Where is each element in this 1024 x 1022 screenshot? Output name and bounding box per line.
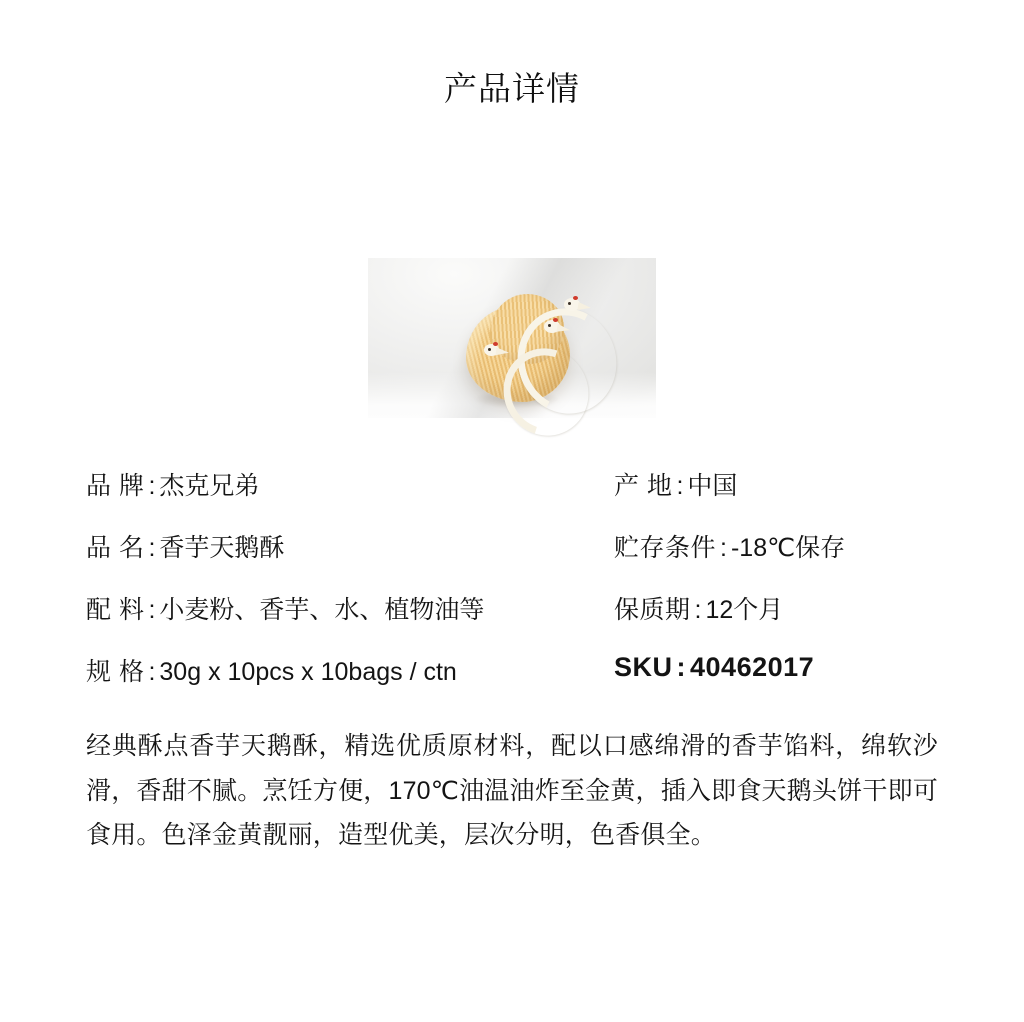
spec-value-brand: 杰克兄弟	[159, 472, 260, 500]
spec-row-brand	[86, 466, 606, 502]
spec-colon: :	[148, 658, 156, 686]
spec-label-specification: 规 格	[86, 658, 145, 686]
spec-label-storage: 贮存条件	[614, 534, 717, 562]
spec-row-specification	[86, 652, 606, 688]
spec-label-ingredients: 配 料	[86, 596, 145, 624]
swan-eye-middle	[548, 324, 551, 327]
spec-row-shelf-life	[606, 590, 938, 626]
spec-value-shelf-life: 12个月	[705, 596, 784, 624]
product-description: 经典酥点香芋天鹅酥，精选优质原材料，配以口感绵滑的香芋馅料，绵软沙滑，香甜不腻。烹饪方便，170℃油温油炸至金黄，插入即食天鹅头饼干即可食用。色泽金黄靓丽，造型优美，层次分明，色香俱全。	[86, 732, 938, 849]
page-title: 产品详情	[444, 70, 580, 107]
swan-eye-upper	[568, 302, 571, 305]
spec-colon: :	[676, 652, 687, 682]
swan-pastry-illustration	[460, 290, 578, 408]
swan-red-dot-middle	[553, 318, 558, 322]
spec-colon: :	[148, 596, 156, 624]
spec-value-product-name: 香芋天鹅酥	[159, 534, 285, 562]
spec-row-origin	[606, 466, 938, 502]
spec-table	[0, 466, 1024, 688]
spec-colon: :	[720, 534, 727, 562]
spec-label-sku: SKU	[614, 652, 673, 682]
swan-eye-lower	[488, 348, 491, 351]
product-image-section	[0, 150, 1024, 418]
product-photo	[368, 150, 656, 418]
spec-value-specification: 30g x 10pcs x 10bags / ctn	[159, 658, 457, 686]
spec-colon: :	[694, 596, 702, 624]
swan-beak-upper	[578, 302, 592, 312]
spec-value-sku: 40462017	[690, 652, 815, 682]
spec-label-brand: 品 牌	[86, 472, 145, 500]
swan-red-dot-lower	[493, 342, 498, 346]
spec-colon: :	[148, 472, 156, 500]
spec-value-storage: -18℃保存	[730, 534, 846, 562]
spec-row-sku	[606, 652, 938, 688]
swan-red-dot-upper	[573, 296, 578, 300]
spec-label-product-name: 品 名	[86, 534, 145, 562]
spec-row-product-name	[86, 528, 606, 564]
spec-label-origin: 产 地	[614, 472, 673, 500]
spec-value-origin: 中国	[687, 472, 738, 500]
spec-colon: :	[148, 534, 156, 562]
spec-row-ingredients	[86, 590, 606, 626]
spec-label-shelf-life: 保质期	[614, 596, 691, 624]
swan-beak-lower	[496, 347, 510, 356]
spec-row-storage	[606, 528, 938, 564]
spec-value-ingredients: 小麦粉、香芋、水、植物油等	[159, 596, 485, 624]
spec-colon: :	[676, 472, 684, 500]
